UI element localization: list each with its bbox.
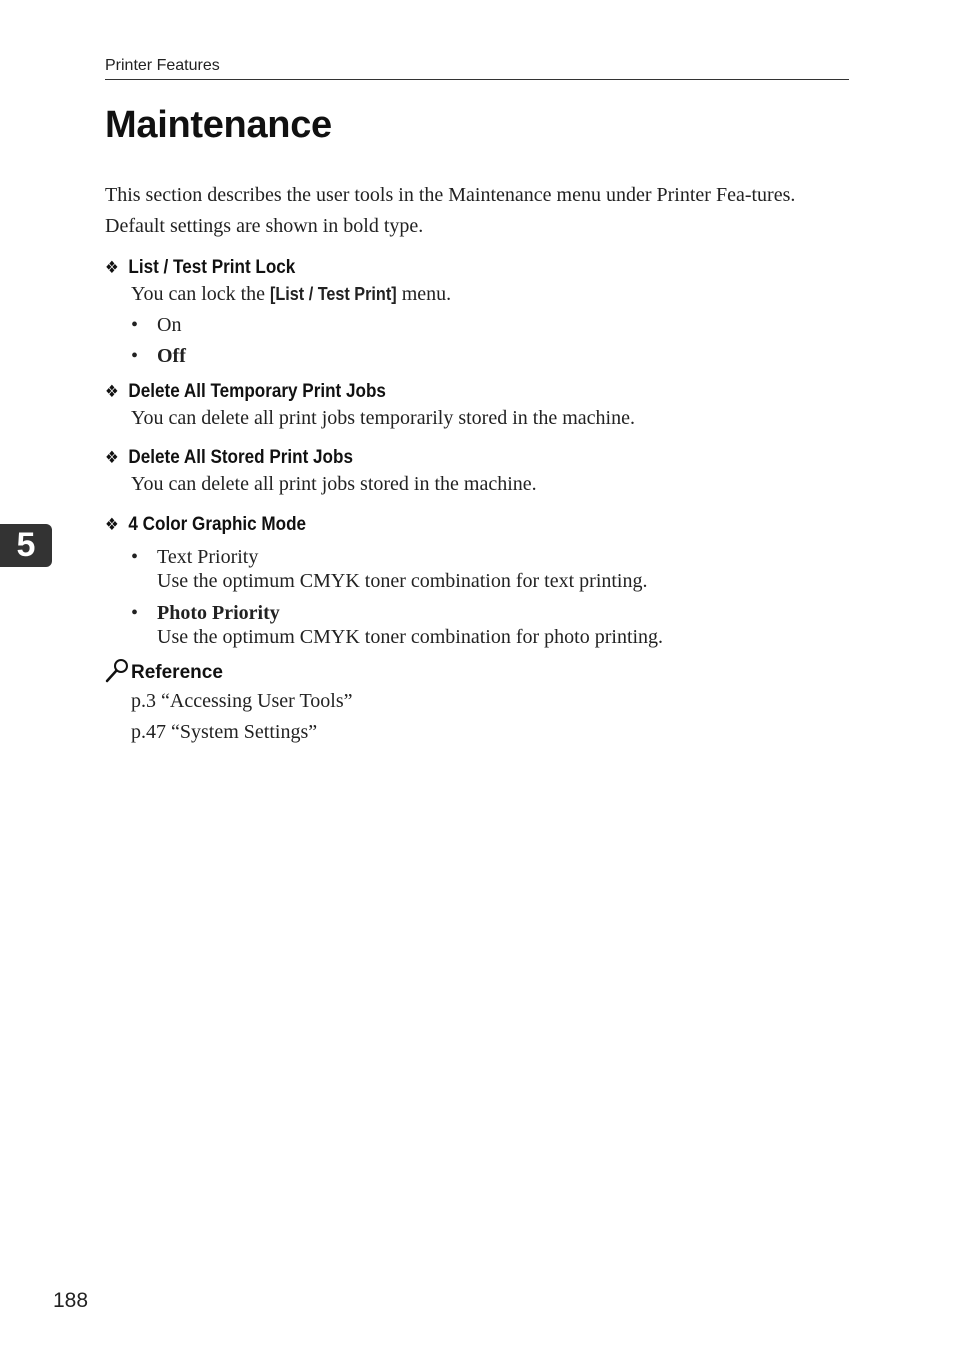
reference-block bbox=[105, 657, 851, 745]
section-heading bbox=[105, 380, 776, 404]
text-before: You can lock the bbox=[131, 283, 271, 305]
section-list-test-print-lock bbox=[105, 256, 851, 369]
section-heading-text: List / Test Print Lock bbox=[128, 257, 296, 278]
option-label: On bbox=[157, 313, 182, 336]
section-heading bbox=[105, 256, 776, 280]
diamond-icon: ❖ bbox=[105, 381, 119, 401]
reference-links bbox=[131, 689, 851, 745]
bullet-icon: • bbox=[131, 545, 139, 568]
list-item bbox=[131, 545, 851, 594]
section-body bbox=[131, 282, 851, 369]
bullet-icon: • bbox=[131, 313, 139, 336]
option-description: Use the optimum CMYK toner combination for photo printing. bbox=[157, 626, 664, 648]
bullet-icon: • bbox=[131, 601, 139, 624]
option-label-default: Off bbox=[157, 345, 186, 367]
page-title: Maintenance bbox=[105, 104, 332, 146]
option-list bbox=[131, 313, 851, 369]
list-item bbox=[131, 344, 851, 369]
section-heading bbox=[105, 513, 776, 537]
reference-link[interactable]: p.3 “Accessing User Tools” bbox=[131, 689, 353, 712]
option-label: Text Priority bbox=[157, 545, 259, 568]
running-header: Printer Features bbox=[105, 57, 220, 74]
diamond-icon: ❖ bbox=[105, 258, 119, 277]
menu-key-label: [List / Test Print] bbox=[270, 284, 397, 304]
option-description: Use the optimum CMYK toner combination for text printing. bbox=[157, 570, 648, 592]
diamond-icon: ❖ bbox=[105, 448, 119, 467]
section-delete-stored bbox=[105, 446, 851, 497]
list-item bbox=[131, 601, 851, 650]
header-rule bbox=[105, 79, 849, 80]
section-heading-text: Delete All Stored Print Jobs bbox=[128, 447, 353, 468]
option-list bbox=[131, 545, 851, 650]
default-note: Default settings are shown in bold type. bbox=[105, 214, 424, 237]
diamond-icon: ❖ bbox=[105, 514, 119, 534]
main-content bbox=[105, 183, 851, 752]
section-body: You can delete all print jobs temporarily stored in the machine. bbox=[131, 406, 635, 429]
section-color-mode bbox=[105, 513, 851, 650]
section-heading-text: Delete All Temporary Print Jobs bbox=[128, 380, 386, 402]
bullet-icon: • bbox=[131, 345, 139, 367]
section-body: You can delete all print jobs stored in the machine. bbox=[131, 473, 537, 495]
section-body bbox=[131, 545, 851, 650]
intro-paragraph: This section describes the user tools in the Maintenance menu under Printer Fea-tures. bbox=[105, 184, 796, 206]
magnifier-icon bbox=[105, 657, 131, 685]
chapter-tab: 5 bbox=[0, 524, 52, 567]
reference-link[interactable]: p.47 “System Settings” bbox=[131, 721, 318, 743]
section-delete-temporary bbox=[105, 380, 851, 431]
list-item bbox=[131, 313, 851, 338]
text-after: menu. bbox=[396, 283, 452, 305]
reference-heading bbox=[105, 657, 851, 685]
page-number: 188 bbox=[53, 1289, 89, 1312]
reference-heading-text: Reference bbox=[131, 661, 223, 683]
option-label-default: Photo Priority bbox=[157, 601, 280, 624]
section-heading-text: 4 Color Graphic Mode bbox=[128, 513, 307, 535]
section-heading bbox=[105, 446, 776, 470]
